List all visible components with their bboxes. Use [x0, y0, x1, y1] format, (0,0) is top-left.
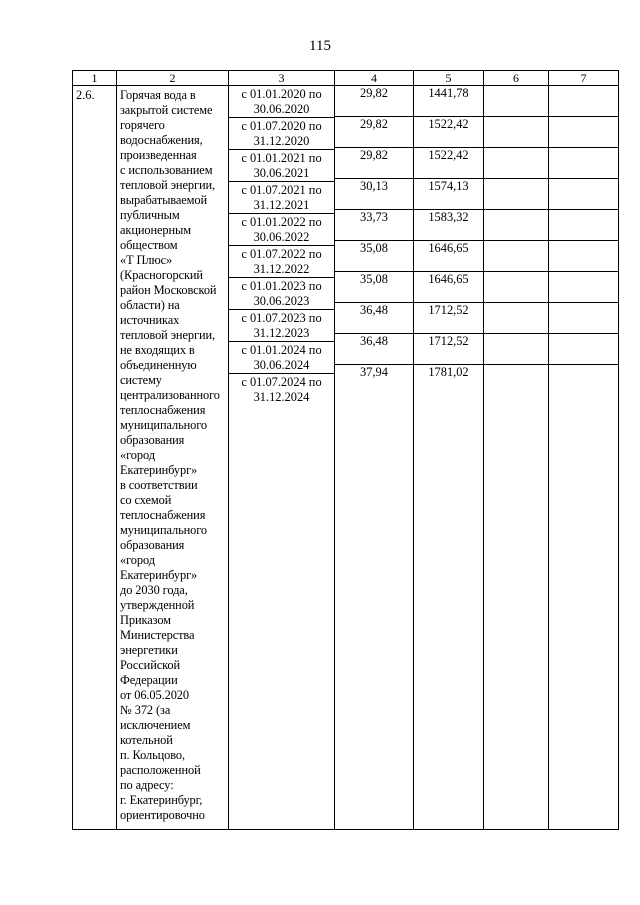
value-col4-cell: 29,82 — [335, 148, 413, 179]
period-cell: с 01.07.2023 по 31.12.2023 — [229, 310, 334, 342]
value-col5-cell: 1712,52 — [414, 303, 483, 334]
column-7 — [549, 86, 619, 830]
value-col7-cell — [549, 179, 618, 210]
value-col4-cell: 36,48 — [335, 303, 413, 334]
value-col4-cell: 29,82 — [335, 86, 413, 117]
period-cell: с 01.07.2021 по 31.12.2021 — [229, 182, 334, 214]
value-col6-cell — [484, 86, 548, 117]
period-column — [229, 86, 335, 830]
header-row — [73, 71, 619, 86]
value-col7-cell — [549, 148, 618, 179]
value-col7-cell — [549, 241, 618, 272]
value-col4-cell: 36,48 — [335, 334, 413, 365]
header-cell: 2 — [117, 71, 229, 86]
value-col5-cell: 1574,13 — [414, 179, 483, 210]
value-col5-cell: 1583,32 — [414, 210, 483, 241]
value-col4-cell: 33,73 — [335, 210, 413, 241]
period-cell: с 01.01.2024 по 30.06.2024 — [229, 342, 334, 374]
value-col5-cell: 1441,78 — [414, 86, 483, 117]
value-col4-cell: 35,08 — [335, 241, 413, 272]
value-col6-cell — [484, 241, 548, 272]
column-4 — [335, 86, 414, 830]
header-cell: 5 — [414, 71, 484, 86]
value-col6-cell — [484, 365, 548, 829]
value-col4-cell: 35,08 — [335, 272, 413, 303]
value-col5-cell: 1522,42 — [414, 117, 483, 148]
value-col7-cell — [549, 334, 618, 365]
value-col7-cell — [549, 365, 618, 829]
tariff-table — [72, 70, 619, 830]
value-col7-cell — [549, 210, 618, 241]
value-col4-cell: 30,13 — [335, 179, 413, 210]
value-col7-cell — [549, 272, 618, 303]
row-number: 2.6. — [73, 86, 117, 830]
column-6-stack — [484, 86, 548, 829]
value-col7-cell — [549, 117, 618, 148]
value-col7-cell — [549, 86, 618, 117]
period-stack — [229, 86, 334, 829]
column-4-stack — [335, 86, 413, 829]
column-5 — [414, 86, 484, 830]
value-col6-cell — [484, 272, 548, 303]
value-col6-cell — [484, 179, 548, 210]
header-cell: 7 — [549, 71, 619, 86]
column-7-stack — [549, 86, 618, 829]
value-col5-cell: 1646,65 — [414, 241, 483, 272]
table-row — [73, 86, 619, 830]
value-col6-cell — [484, 148, 548, 179]
header-cell: 4 — [335, 71, 414, 86]
header-cell: 1 — [73, 71, 117, 86]
column-6 — [484, 86, 549, 830]
page-number: 115 — [309, 38, 331, 54]
value-col6-cell — [484, 303, 548, 334]
period-cell: с 01.07.2022 по 31.12.2022 — [229, 246, 334, 278]
value-col5-cell: 1781,02 — [428, 365, 469, 379]
header-cell: 3 — [229, 71, 335, 86]
value-col6-cell — [484, 117, 548, 148]
value-col5-cell: 1646,65 — [414, 272, 483, 303]
value-col6-cell — [484, 210, 548, 241]
value-col4-cell: 29,82 — [335, 117, 413, 148]
period-cell: с 01.07.2020 по 31.12.2020 — [229, 118, 334, 150]
value-col7-cell — [549, 303, 618, 334]
value-col4-cell: 37,94 — [360, 365, 388, 379]
period-cell: с 01.01.2023 по 30.06.2023 — [229, 278, 334, 310]
period-cell: с 01.01.2022 по 30.06.2022 — [229, 214, 334, 246]
value-col5-cell: 1712,52 — [414, 334, 483, 365]
period-cell: с 01.07.2024 по 31.12.2024 — [241, 375, 322, 404]
period-cell: с 01.01.2020 по 30.06.2020 — [229, 86, 334, 118]
column-5-stack — [414, 86, 483, 829]
header-cell: 6 — [484, 71, 549, 86]
period-cell: с 01.01.2021 по 30.06.2021 — [229, 150, 334, 182]
row-description: Горячая вода в закрытой системе горячего водоснабжения, произведенная с использованием тепловой энергии, вырабатываемой публичным акционерным обществом «Т Плюс» (Красногорский район Московской области) на источниках тепловой энергии, не входящих в объединенную систему централизованного теплоснабжения муниципального образования «город Екатеринбург» в соответствии со схемой теплоснабжения муниципального образования «город Екатеринбург» до 2030 года, утвержденной Приказом Министерства энергетики Российской Федерации от 06.05.2020 № 372 (за исключением котельной п. Кольцово, расположенной по адресу: г. Екатеринбург, ориентировочно — [117, 86, 229, 830]
value-col5-cell: 1522,42 — [414, 148, 483, 179]
value-col6-cell — [484, 334, 548, 365]
